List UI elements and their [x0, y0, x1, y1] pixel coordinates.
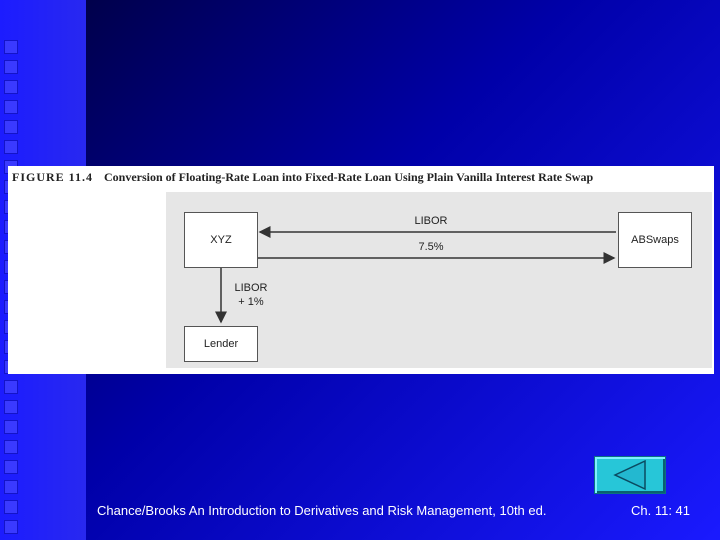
footer-citation: Chance/Brooks An Introduction to Derivatives and Risk Management, 10th ed.: [97, 503, 547, 518]
libor-plus-label-line1: LIBOR: [234, 282, 268, 294]
xyz-label: XYZ: [210, 234, 232, 246]
back-button[interactable]: [594, 456, 666, 494]
lender-label: Lender: [203, 338, 239, 350]
libor-plus-label-line2: + 1%: [238, 296, 264, 308]
footer-page-number: Ch. 11: 41: [631, 503, 691, 518]
abswaps-label: ABSwaps: [631, 234, 679, 246]
figure-title: Conversion of Floating-Rate Loan into Fixed-Rate Loan Using Plain Vanilla Interest Rate Swap: [104, 170, 594, 184]
fixed-rate-label: 7.5%: [418, 241, 444, 253]
figure-caption: [12, 170, 593, 185]
back-triangle-icon: [595, 457, 665, 493]
figure-panel: [8, 166, 714, 374]
figure-label: FIGURE 11.4: [12, 170, 94, 184]
swap-diagram: [166, 192, 712, 368]
xyz-box: [184, 212, 258, 268]
abswaps-box: [618, 212, 692, 268]
lender-box: [184, 326, 258, 362]
libor-label: LIBOR: [414, 215, 448, 227]
